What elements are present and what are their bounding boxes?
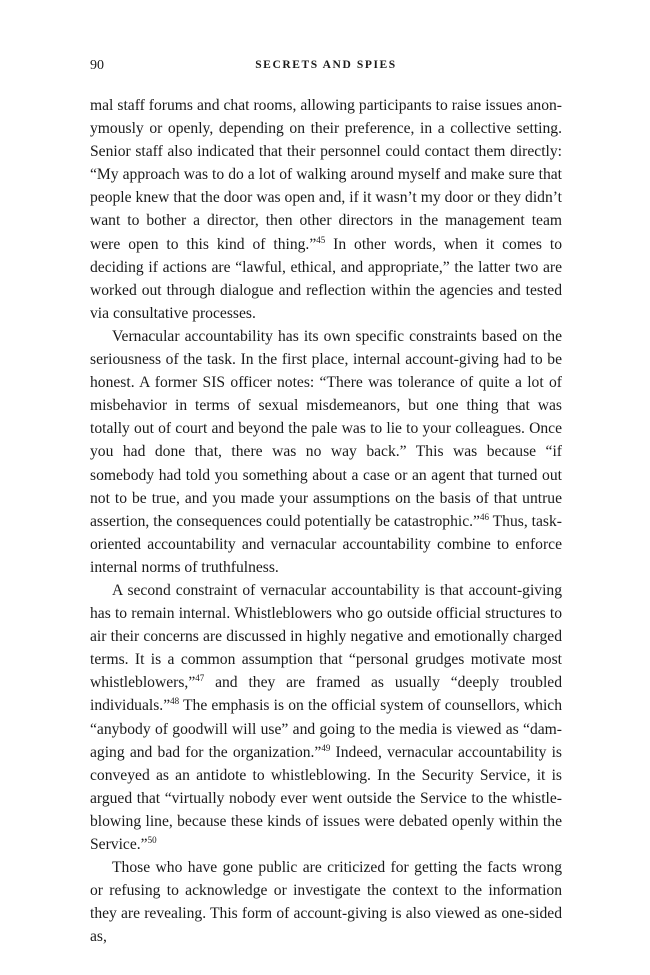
paragraph-text: The emphasis is on the official system of counsellors, which “anybody of goodwill will use” and going to the media is viewed as “damaging and bad for the organization.” [90,697,562,761]
paragraph-text: Indeed, vernacular accountability is conveyed as an antidote to whistleblowing. In the Security Service, it is argued that “virtually nobody ever went outside the Service to the whistleblowing line, because these kinds of issues were debated openly within the Service.” [90,743,562,853]
footnote-ref[interactable]: 49 [321,742,331,753]
paragraph-3 [90,579,562,856]
footnote-ref[interactable]: 50 [147,834,157,845]
running-head [90,58,562,78]
paragraph-text: mal staff forums and chat rooms, allowing participants to raise issues anonymously or openly, depending on their preference, in a collective setting. Senior staff also indicated that their personnel could contact them directly: “My approach was to do a lot of walking around myself and make sure that people knew that the door was open and, if it wasn’t my door or they didn’t want to bother a director, then other directors in the management team were open to this kind of thing.” [90,97,562,253]
paragraph-text: In other words, when it comes to deciding if actions are “lawful, ethical, and appropriate,” the latter two are worked out through dialogue and reflection within the agencies and tested via consultative processes. [90,235,562,322]
body-text [90,94,562,948]
paragraph-text: Vernacular accountability has its own specific constraints based on the seriousness of the task. In the first place, internal account-giving had to be honest. A former SIS officer notes: “There was tolerance of quite a lot of misbehavior in terms of sexual misdemeanors, but one thing that was totally out of court and beyond the pale was to lie to your colleagues. Once you had done that, there was no way back.” This was because “if somebody had told you something about a case or an agent that turned out not to be true, and you made your assumptions on the basis of that untrue assertion, the consequences could potentially be catastrophic.” [90,327,562,530]
paragraph-2 [90,325,562,579]
page-number: 90 [90,58,104,73]
footnote-ref[interactable]: 47 [195,673,205,684]
paragraph-text: A second constraint of vernacular accountability is that account-giving has to remain internal. Whistleblowers who go outside official structures to air their concerns are discussed in highly negative and emotionally charged terms. It is a common assumption that “personal grudges motivate most whistleblowers,” [90,581,562,692]
footnote-ref[interactable]: 46 [479,511,489,522]
paragraph-4 [90,856,562,948]
paragraph-text: Thus, task-oriented accountability and vernacular accountability combine to enforce internal norms of truthfulness. [90,512,562,576]
running-title: SECRETS AND SPIES [255,59,397,71]
footnote-ref[interactable]: 45 [316,234,326,245]
paragraph-1 [90,94,562,325]
paragraph-text: and they are framed as usually “deeply troubled individuals.” [90,674,562,715]
footnote-ref[interactable]: 48 [170,696,180,707]
paragraph-text: Those who have gone public are criticized for getting the facts wrong or refusing to acknowledge or investigate the context to the information they are revealing. This form of account-giving is also viewed as one-sided as, [90,859,562,946]
